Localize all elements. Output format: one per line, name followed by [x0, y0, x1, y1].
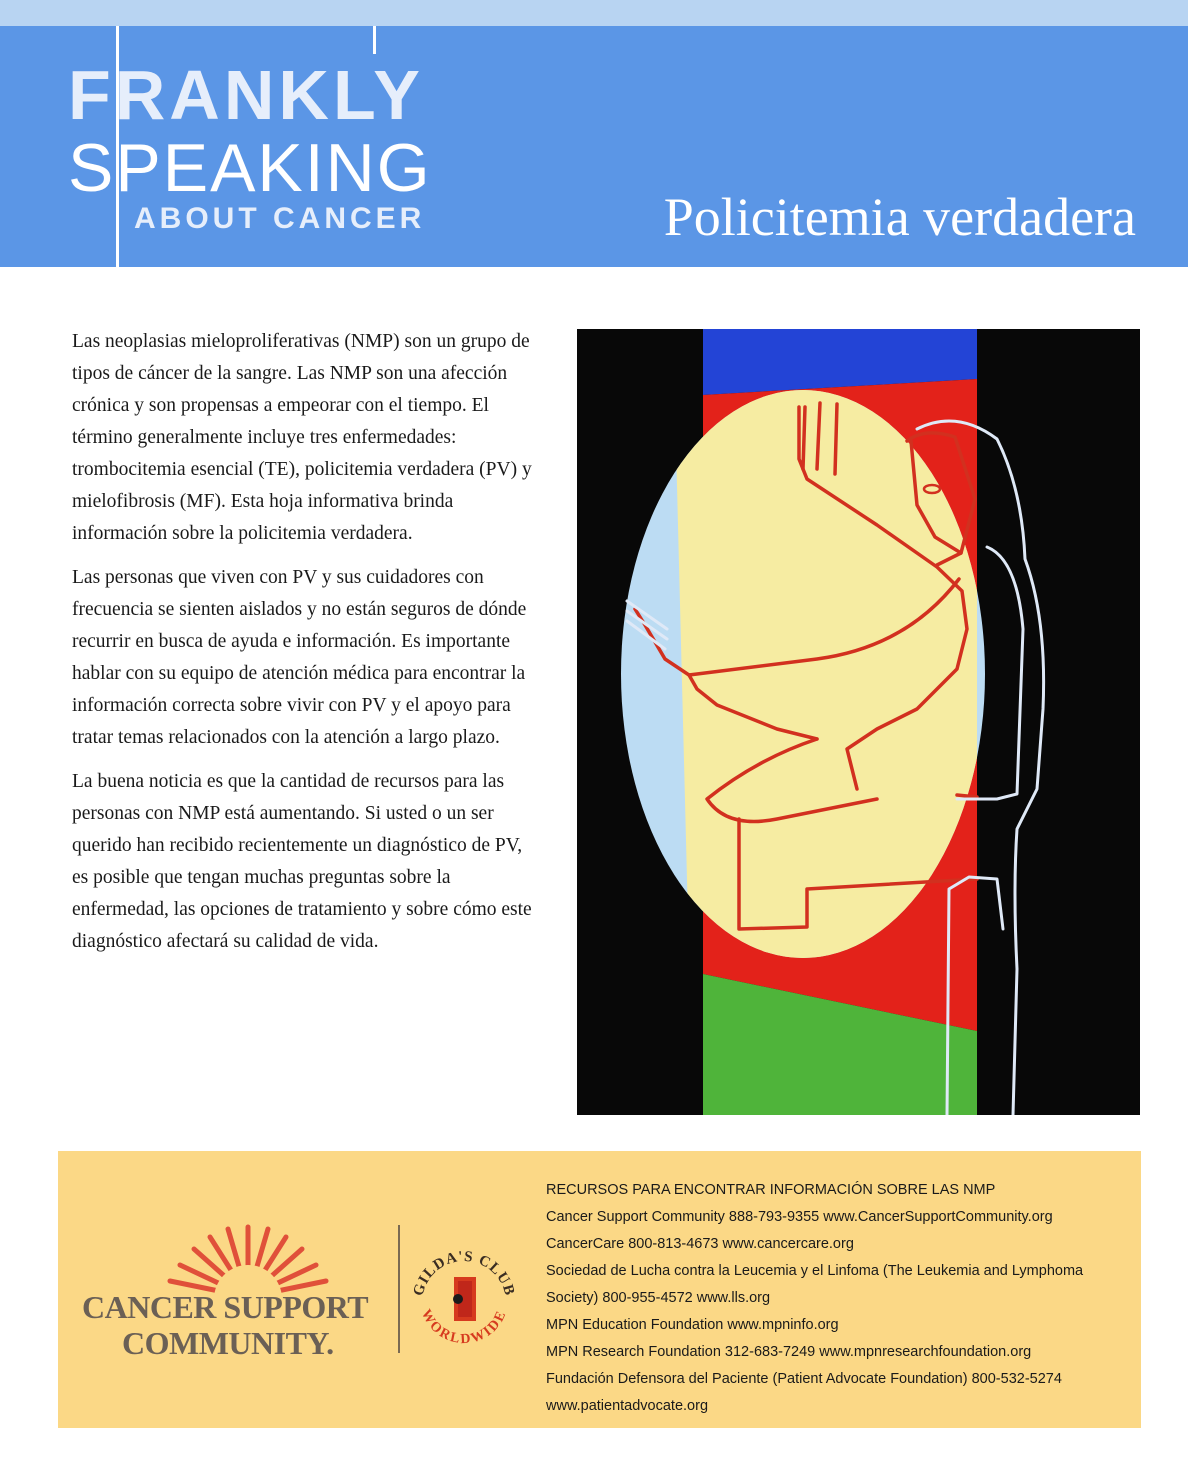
csc-sun-icon	[158, 1219, 338, 1299]
intro-text	[72, 326, 542, 970]
illustration-figure	[577, 329, 1140, 1115]
resource-item: MPN Education Foundation www.mpninfo.org	[546, 1317, 839, 1333]
resources-list	[546, 1177, 1136, 1420]
resource-item: CancerCare 800-813-4673 www.cancercare.org	[546, 1236, 854, 1252]
gildas-club-logo	[408, 1243, 520, 1355]
page-title: Policitemia verdadera	[663, 187, 1136, 247]
header-banner	[0, 26, 1188, 267]
resource-item: Fundación Defensora del Paciente (Patient Advocate Foundation) 800-532-5274 www.patientadvocate.org	[546, 1371, 1062, 1414]
csc-logo-line2: COMMUNITY.	[122, 1325, 334, 1361]
resource-item: Cancer Support Community 888-793-9355 www.CancerSupportCommunity.org	[546, 1209, 1053, 1225]
gilda-bottom-text: WORLDWIDE	[417, 1307, 510, 1348]
resource-item: MPN Research Foundation 312-683-7249 www.mpnresearchfoundation.org	[546, 1344, 1032, 1360]
footer-resources	[58, 1151, 1141, 1428]
paragraph-1: Las neoplasias mieloproliferativas (NMP) son un grupo de tipos de cáncer de la sangre. Las NMP son una afección crónica y son propensas a empeorar con el tiempo. El término generalmente incluye tres enfermedades: trombocitemia esencial (TE), policitemia verdadera (PV) y mielofibrosis (MF). Esta hoja informativa brinda información sobre la policitemia verdadera.	[72, 331, 532, 544]
paragraph-2: Las personas que viven con PV y sus cuidadores con frecuencia se sienten aislados y no están seguros de dónde recurrir en busca de ayuda e información. Es importante hablar con su equipo de atención médica para encontrar la información correcta sobre vivir con PV y el apoyo para tratar temas relacionados con la atención a largo plazo.	[72, 567, 527, 748]
logo-rule-top	[373, 26, 376, 54]
logo-frankly: FRANKLY	[68, 56, 424, 134]
csc-logo-line1: CANCER SUPPORT	[82, 1289, 369, 1325]
resources-heading: RECURSOS PARA ENCONTRAR INFORMACIÓN SOBRE LAS NMP	[546, 1182, 996, 1198]
logo-speaking: SPEAKING	[68, 130, 432, 206]
gilda-top-text: GILDA'S CLUB	[410, 1248, 518, 1298]
logo-about-cancer: ABOUT CANCER	[134, 202, 426, 235]
paragraph-3: La buena noticia es que la cantidad de recursos para las personas con NMP está aumentando. Si usted o un ser querido han recibido recientemente un diagnóstico de PV, es posible que tengan muchas preguntas sobre la enfermedad, las opciones de tratamiento y sobre cómo este diagnóstico afectará su calidad de vida.	[72, 771, 532, 952]
top-strip	[0, 0, 1188, 26]
resource-item: Sociedad de Lucha contra la Leucemia y el Linfoma (The Leukemia and Lymphoma Society) 800-955-4572 www.lls.org	[546, 1263, 1084, 1306]
footer-divider	[398, 1225, 400, 1353]
